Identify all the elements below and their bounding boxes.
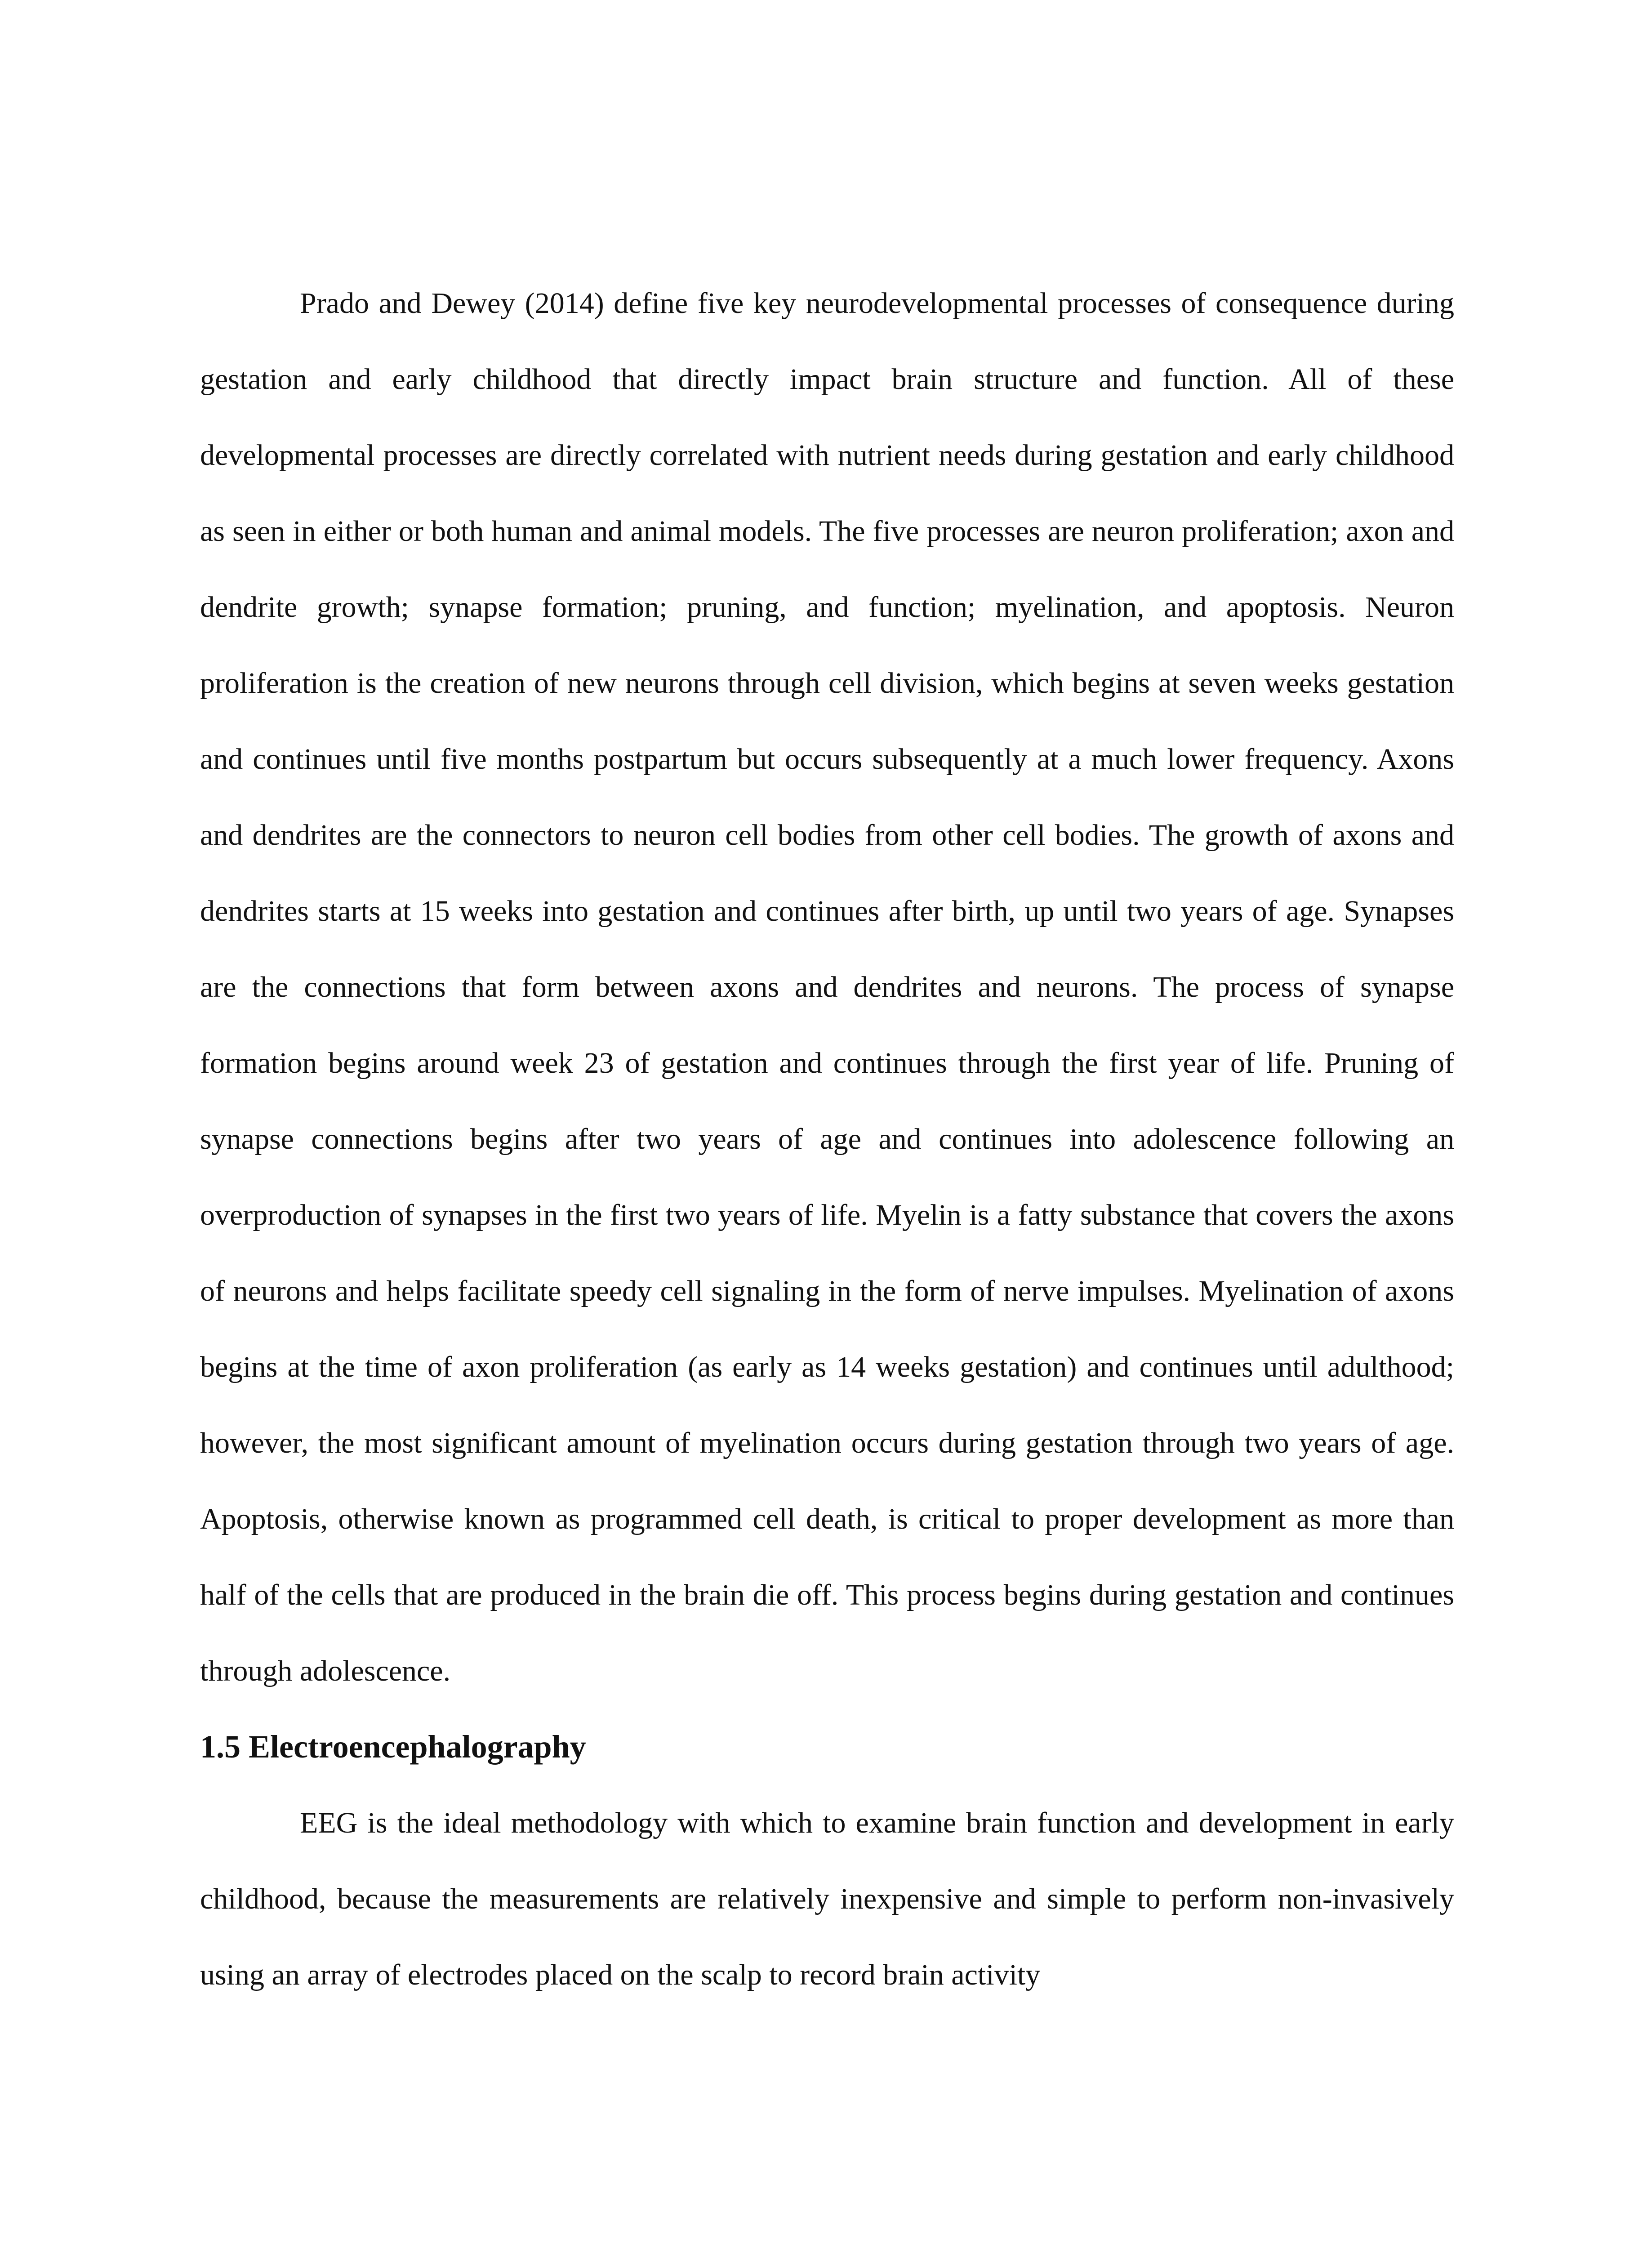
body-paragraph-neurodevelopment: Prado and Dewey (2014) define five key neurodevelopmental processes of consequence during gestation and early childhood that directly impact brain structure and function. All of these developmental processes are directly correlated with nutrient needs during gestation and early childhood as seen in either or both human and animal models. The five processes are neuron proliferation; axon and dendrite growth; synapse formation; pruning, and function; myelination, and apoptosis. Neuron proliferation is the creation of new neurons through cell division, which begins at seven weeks gestation and continues until five months postpartum but occurs subsequently at a much lower frequency. Axons and dendrites are the connectors to neuron cell bodies from other cell bodies. The growth of axons and dendrites starts at 15 weeks into gestation and continues after birth, up until two years of age. Synapses are the connections that form between axons and dendrites and neurons. The process of synapse formation begins around week 23 of gestation and continues through the first year of life. Pruning of synapse connections begins after two years of age and continues into adolescence following an overproduction of synapses in the first two years of life. Myelin is a fatty substance that covers the axons of neurons and helps facilitate speedy cell signaling in the form of nerve impulses. Myelination of axons begins at the time of axon proliferation (as early as 14 weeks gestation) and continues until adulthood; however, the most significant amount of myelination occurs during gestation through two years of age. Apoptosis, otherwise known as programmed cell death, is critical to proper development as more than half of the cells that are produced in the brain die off. This process begins during gestation and continues through adolescence. — [200, 287, 1454, 1687]
body-paragraph-eeg: EEG is the ideal methodology with which to examine brain function and development in early childhood, because the measurements are relatively inexpensive and simple to perform non-invasively using an array of electrodes placed on the scalp to record brain activity — [200, 1806, 1454, 1991]
page-body — [200, 265, 1454, 2013]
section-heading: 1.5 Electroencephalography — [200, 1729, 586, 1765]
